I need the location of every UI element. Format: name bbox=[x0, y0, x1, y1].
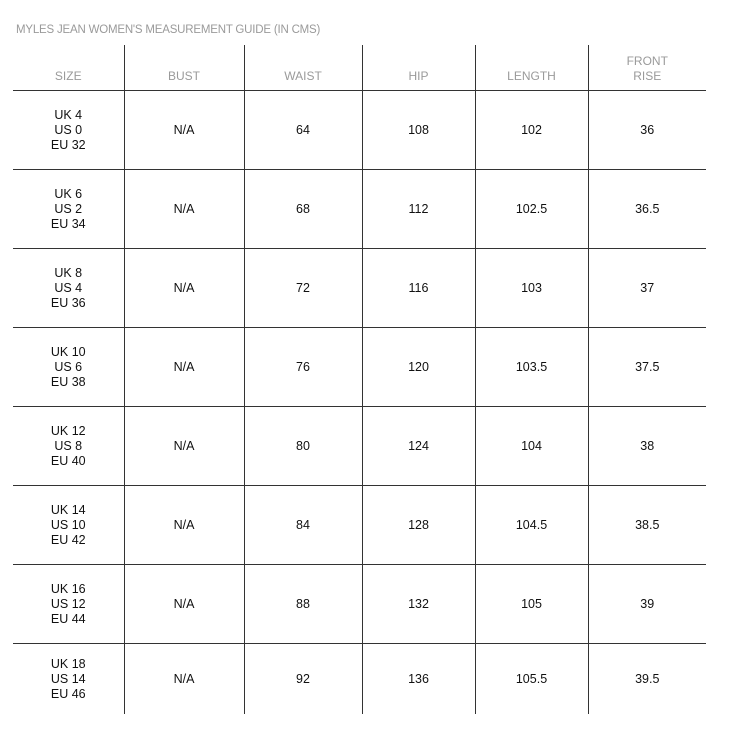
header-size bbox=[13, 45, 124, 91]
size-us: US 0 bbox=[54, 122, 83, 137]
header-label: FRONT bbox=[626, 54, 668, 68]
size-eu: EU 42 bbox=[50, 532, 86, 547]
hip-cell: 120 bbox=[362, 328, 475, 407]
hip-cell: 128 bbox=[362, 486, 475, 565]
size-cell bbox=[13, 407, 124, 486]
length-cell: 102.5 bbox=[475, 170, 588, 249]
size-eu: EU 32 bbox=[50, 137, 86, 152]
bust-cell: N/A bbox=[124, 170, 244, 249]
size-us: US 4 bbox=[54, 280, 83, 295]
header-label: LENGTH bbox=[507, 69, 556, 83]
length-cell: 104 bbox=[475, 407, 588, 486]
length-cell: 102 bbox=[475, 91, 588, 170]
size-us: US 8 bbox=[54, 438, 83, 453]
bust-cell: N/A bbox=[124, 644, 244, 715]
front-rise-cell: 38 bbox=[588, 407, 706, 486]
front-rise-cell: 36.5 bbox=[588, 170, 706, 249]
bust-cell: N/A bbox=[124, 249, 244, 328]
length-cell: 104.5 bbox=[475, 486, 588, 565]
front-rise-cell: 37 bbox=[588, 249, 706, 328]
size-cell bbox=[13, 249, 124, 328]
size-uk: UK 8 bbox=[54, 265, 83, 280]
bust-cell: N/A bbox=[124, 565, 244, 644]
length-cell: 105.5 bbox=[475, 644, 588, 715]
front-rise-cell: 37.5 bbox=[588, 328, 706, 407]
size-cell bbox=[13, 170, 124, 249]
hip-cell: 132 bbox=[362, 565, 475, 644]
bust-cell: N/A bbox=[124, 91, 244, 170]
bust-cell: N/A bbox=[124, 486, 244, 565]
table-row bbox=[13, 170, 706, 249]
length-cell: 105 bbox=[475, 565, 588, 644]
front-rise-cell: 39 bbox=[588, 565, 706, 644]
header-front-rise bbox=[588, 45, 706, 91]
measurement-table bbox=[13, 45, 706, 714]
size-cell bbox=[13, 91, 124, 170]
hip-cell: 124 bbox=[362, 407, 475, 486]
size-us: US 10 bbox=[50, 517, 86, 532]
size-us: US 14 bbox=[50, 671, 86, 686]
header-waist bbox=[244, 45, 362, 91]
hip-cell: 108 bbox=[362, 91, 475, 170]
size-uk: UK 4 bbox=[54, 107, 83, 122]
front-rise-cell: 39.5 bbox=[588, 644, 706, 715]
header-length bbox=[475, 45, 588, 91]
waist-cell: 68 bbox=[244, 170, 362, 249]
hip-cell: 112 bbox=[362, 170, 475, 249]
header-bust bbox=[124, 45, 244, 91]
table-row bbox=[13, 249, 706, 328]
table-header-row bbox=[13, 45, 706, 91]
header-label: BUST bbox=[167, 69, 200, 83]
size-uk: UK 16 bbox=[50, 581, 86, 596]
size-cell bbox=[13, 486, 124, 565]
header-hip bbox=[362, 45, 475, 91]
table-row bbox=[13, 644, 706, 715]
size-uk: UK 18 bbox=[50, 656, 86, 671]
size-eu: EU 46 bbox=[50, 686, 86, 701]
waist-cell: 76 bbox=[244, 328, 362, 407]
size-uk: UK 14 bbox=[50, 502, 86, 517]
size-eu: EU 44 bbox=[50, 611, 86, 626]
table-row bbox=[13, 328, 706, 407]
size-cell bbox=[13, 328, 124, 407]
waist-cell: 80 bbox=[244, 407, 362, 486]
bust-cell: N/A bbox=[124, 407, 244, 486]
hip-cell: 116 bbox=[362, 249, 475, 328]
size-uk: UK 10 bbox=[50, 344, 86, 359]
waist-cell: 84 bbox=[244, 486, 362, 565]
size-us: US 2 bbox=[54, 201, 83, 216]
bust-cell: N/A bbox=[124, 328, 244, 407]
front-rise-cell: 36 bbox=[588, 91, 706, 170]
table-row bbox=[13, 407, 706, 486]
waist-cell: 72 bbox=[244, 249, 362, 328]
waist-cell: 64 bbox=[244, 91, 362, 170]
size-uk: UK 12 bbox=[50, 423, 86, 438]
size-cell bbox=[13, 565, 124, 644]
front-rise-cell: 38.5 bbox=[588, 486, 706, 565]
waist-cell: 92 bbox=[244, 644, 362, 715]
table-row bbox=[13, 91, 706, 170]
length-cell: 103 bbox=[475, 249, 588, 328]
size-us: US 12 bbox=[50, 596, 86, 611]
waist-cell: 88 bbox=[244, 565, 362, 644]
size-eu: EU 38 bbox=[50, 374, 86, 389]
table-row bbox=[13, 486, 706, 565]
header-label: WAIST bbox=[284, 69, 322, 83]
size-eu: EU 40 bbox=[50, 453, 86, 468]
hip-cell: 136 bbox=[362, 644, 475, 715]
page-title: MYLES JEAN WOMEN'S MEASUREMENT GUIDE (IN CMS) bbox=[16, 24, 321, 36]
header-label: RISE bbox=[633, 69, 662, 83]
table-row bbox=[13, 565, 706, 644]
size-cell bbox=[13, 644, 124, 715]
size-eu: EU 36 bbox=[50, 295, 86, 310]
size-uk: UK 6 bbox=[54, 186, 83, 201]
length-cell: 103.5 bbox=[475, 328, 588, 407]
header-label: SIZE bbox=[54, 69, 82, 83]
size-us: US 6 bbox=[54, 359, 83, 374]
header-label: HIP bbox=[408, 69, 429, 83]
size-eu: EU 34 bbox=[50, 216, 86, 231]
